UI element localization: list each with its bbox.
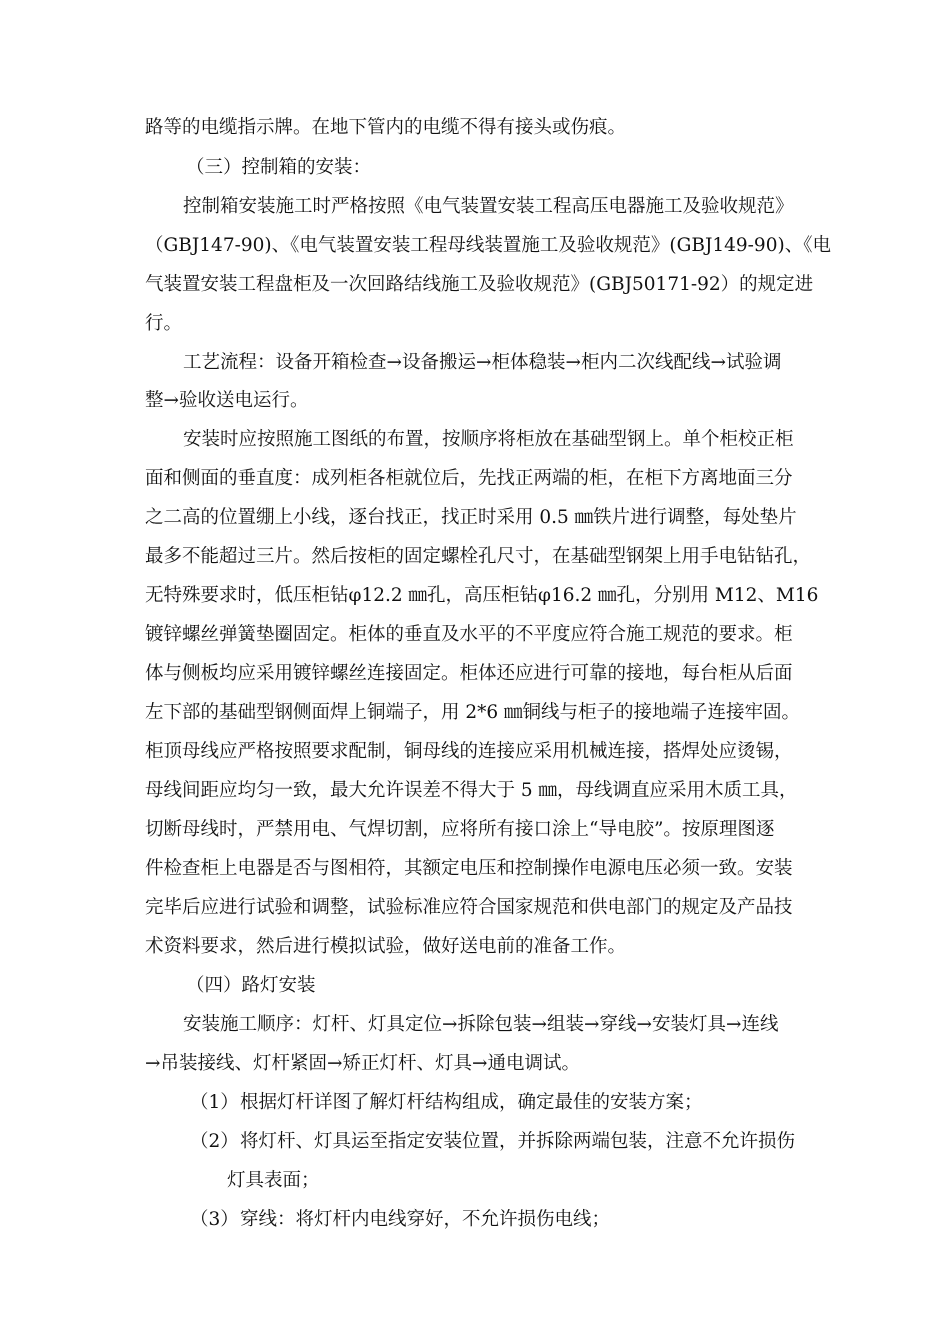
- body-text-line: 气装置安装工程盘柜及一次回路结线施工及验收规范》(GBJ50171-92）的规定进: [145, 274, 814, 295]
- body-text-line: 术资料要求，然后进行模拟试验，做好送电前的准备工作。: [145, 936, 627, 957]
- list-item-text: 根据灯杆详图了解灯杆结构组成，确定最佳的安装方案；: [240, 1092, 703, 1113]
- list-item-number: （3）: [190, 1209, 239, 1230]
- body-text-line: →吊装接线、灯杆紧固→矫正灯杆、灯具→通电调试。: [145, 1053, 581, 1074]
- body-text-line: 左下部的基础型钢侧面焊上铜端子，用 2*6 ㎜铜线与柜子的接地端子连接牢固。: [145, 702, 801, 723]
- body-text-line: 安装施工顺序：灯杆、灯具定位→拆除包装→组装→穿线→安装灯具→连线: [183, 1014, 779, 1035]
- list-item-text: 将灯杆、灯具运至指定安装位置，并拆除两端包装，注意不允许损伤: [240, 1131, 796, 1152]
- body-text-line: 工艺流程：设备开箱检查→设备搬运→柜体稳装→柜内二次线配线→试验调: [183, 352, 782, 373]
- body-text-line: 行。: [145, 313, 183, 334]
- body-text-line: 控制箱安装施工时严格按照《电气装置安装工程高压电器施工及验收规范》: [183, 196, 794, 217]
- list-item-continuation: [227, 1168, 320, 1194]
- body-text-line: 完毕后应进行试验和调整，试验标准应符合国家规范和供电部门的规定及产品技: [145, 897, 793, 918]
- body-text-line: 柜顶母线应严格按照要求配制，铜母线的连接应采用机械连接，搭焊处应烫锡，: [145, 741, 793, 762]
- body-text-line: （GBJ147-90)、《电气装置安装工程母线装置施工及验收规范》(GBJ149-90)、《电: [145, 235, 831, 256]
- body-text-line: 无特殊要求时，低压柜钻φ12.2 ㎜孔，高压柜钻φ16.2 ㎜孔，分别用 M12、M16: [145, 585, 819, 606]
- numbered-list-item: [190, 1207, 610, 1233]
- body-text-line: 安装时应按照施工图纸的布置，按顺序将柜放在基础型钢上。单个柜校正柜: [183, 429, 794, 450]
- numbered-list-item: [190, 1090, 703, 1116]
- body-text-line: 母线间距应均匀一致，最大允许误差不得大于 5 ㎜，母线调直应采用木质工具，: [145, 780, 798, 801]
- list-item-text: 灯具表面；: [227, 1170, 320, 1191]
- body-text-line: 切断母线时，严禁用电、气焊切割，应将所有接口涂上“导电胶”。按原理图逐: [145, 819, 775, 840]
- body-text-line: 路等的电缆指示牌。在地下管内的电缆不得有接头或伤痕。: [145, 117, 627, 138]
- body-text-line: 整→验收送电运行。: [145, 390, 309, 411]
- body-text-line: 体与侧板均应采用镀锌螺丝连接固定。柜体还应进行可靠的接地，每台柜从后面: [145, 663, 793, 684]
- body-text-line: 面和侧面的垂直度：成列柜各柜就位后，先找正两端的柜，在柜下方离地面三分: [145, 468, 793, 489]
- body-text-line: 件检查柜上电器是否与图相符，其额定电压和控制操作电源电压必须一致。安装: [145, 858, 793, 879]
- section-heading-control-box: （三）控制箱的安装：: [186, 157, 372, 178]
- body-text-line: 最多不能超过三片。然后按柜的固定螺栓孔尺寸，在基础型钢架上用手电钻钻孔，: [145, 546, 812, 567]
- body-text-line: 之二高的位置绷上小线，逐台找正，找正时采用 0.5 ㎜铁片进行调整，每处垫片: [145, 507, 797, 528]
- list-item-text: 穿线：将灯杆内电线穿好，不允许损伤电线；: [240, 1209, 611, 1230]
- numbered-list-item: [190, 1129, 795, 1155]
- list-item-number: （1）: [190, 1092, 239, 1113]
- section-heading-street-light: （四）路灯安装: [186, 975, 316, 996]
- list-item-number: （2）: [190, 1131, 239, 1152]
- body-text-line: 镀锌螺丝弹簧垫圈固定。柜体的垂直及水平的不平度应符合施工规范的要求。柜: [145, 624, 793, 645]
